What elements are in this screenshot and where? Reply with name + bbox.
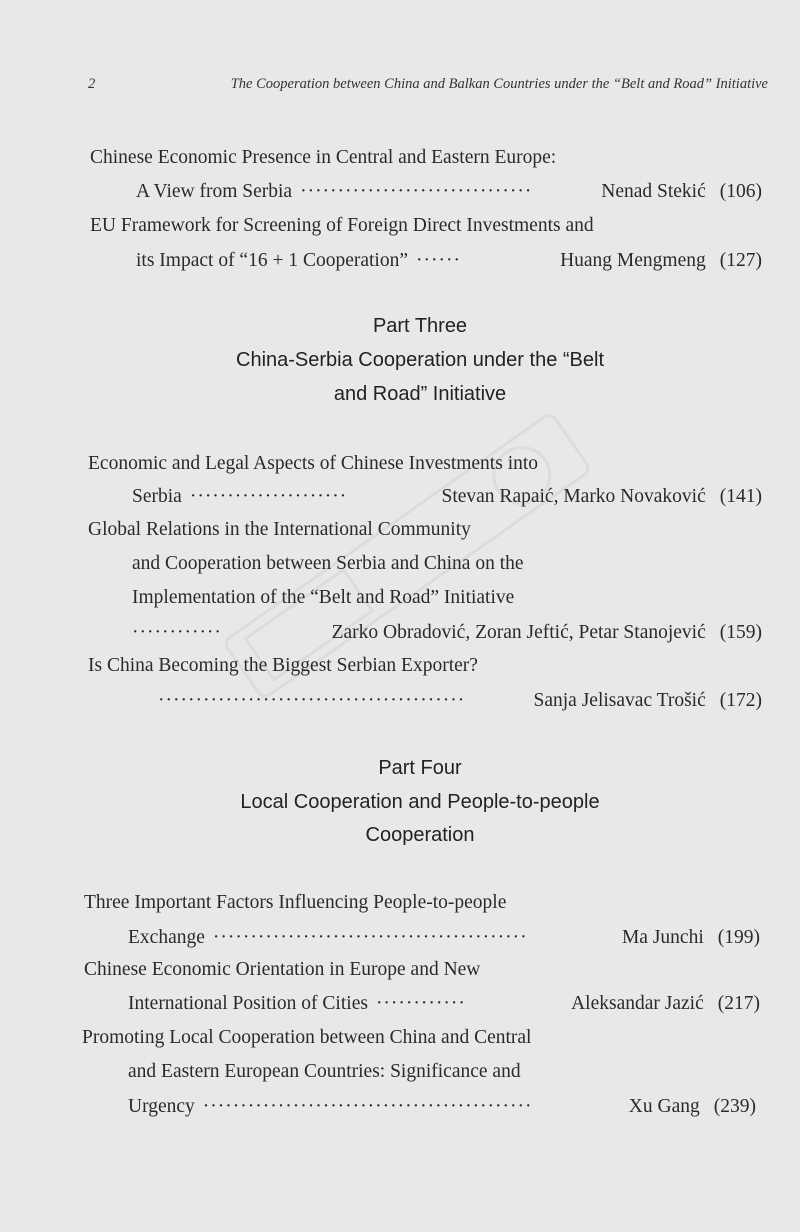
leader-dots: ·········································· <box>212 927 528 948</box>
toc-entry <box>136 180 762 204</box>
toc-entry-author: Ma Junchi <box>621 927 704 948</box>
leader-dots: ············································ <box>202 1096 533 1117</box>
toc-entry-title: Global Relations in the International Community <box>88 519 471 540</box>
toc-entry-title: Implementation of the “Belt and Road” Initiative <box>132 587 515 608</box>
toc-entry-page: (199) <box>717 927 760 948</box>
toc-entry-page: (172) <box>719 690 762 711</box>
toc-entry-title: and Eastern European Countries: Significance and <box>128 1061 521 1082</box>
part-title: Cooperation <box>365 824 475 846</box>
toc-entry-author: Aleksandar Jazić <box>571 993 704 1014</box>
toc-entry-title: International Position of Cities <box>128 993 368 1014</box>
part-title: China-Serbia Cooperation under the “Belt <box>236 349 604 371</box>
toc-entry-title: A View from Serbia <box>136 181 293 202</box>
leader-dots: ············ <box>132 622 222 643</box>
toc-entry-title: and Cooperation between Serbia and China on the <box>132 553 524 574</box>
toc-entry-title: Is China Becoming the Biggest Serbian Exporter? <box>88 655 478 676</box>
toc-entry-page: (127) <box>719 250 762 271</box>
toc-entry-author: Zarko Obradović, Zoran Jeftić, Petar Stanojević <box>331 622 706 643</box>
toc-entry-author: Sanja Jelisavac Trošić <box>533 690 706 711</box>
leader-dots: ········································· <box>158 690 466 711</box>
toc-entry-title: EU Framework for Screening of Foreign Direct Investments and <box>90 215 594 236</box>
toc-entry-title: Promoting Local Cooperation between China and Central <box>82 1027 532 1048</box>
toc-entry-title: Urgency <box>128 1096 195 1117</box>
toc-entry <box>128 926 760 950</box>
toc-entry-title: Exchange <box>128 927 205 948</box>
toc-entry-title: Chinese Economic Presence in Central and Eastern Europe: <box>90 147 557 168</box>
toc-entry <box>128 1095 756 1119</box>
part-title: Local Cooperation and People-to-people <box>240 791 600 813</box>
toc-entry-page: (159) <box>719 622 762 643</box>
toc-entry <box>158 689 762 713</box>
leader-dots: ······ <box>416 250 461 271</box>
toc-entry-page: (239) <box>713 1096 756 1117</box>
leader-dots: ······························· <box>300 181 533 202</box>
part-label: Part Three <box>372 315 468 337</box>
toc-entry-title: Economic and Legal Aspects of Chinese Investments into <box>88 453 539 474</box>
toc-entry-author: Xu Gang <box>628 1096 700 1117</box>
toc-entry-author: Huang Mengmeng <box>560 250 706 271</box>
toc-entry-page: (141) <box>719 486 762 507</box>
toc-entry <box>132 485 762 509</box>
toc-entry-title: Serbia <box>132 486 182 507</box>
toc-entry-author: Nenad Stekić <box>601 181 706 202</box>
toc-entry-title: Three Important Factors Influencing People-to-people <box>84 892 507 913</box>
leader-dots: ············ <box>375 993 466 1014</box>
toc-entry-title: its Impact of “16 + 1 Cooperation” <box>136 250 409 271</box>
leader-dots: ····················· <box>189 486 348 507</box>
toc-entry <box>132 621 762 645</box>
running-title: The Cooperation between China and Balkan Countries under the “Belt and Road” Initiative <box>230 76 768 92</box>
part-label: Part Four <box>378 757 462 779</box>
page-number: 2 <box>88 76 96 92</box>
part-title: and Road” Initiative <box>333 383 507 405</box>
toc-entry-page: (217) <box>717 993 760 1014</box>
toc-entry-page: (106) <box>719 181 762 202</box>
toc-entry <box>136 249 762 273</box>
toc-entry <box>128 992 760 1016</box>
toc-entry-author: Stevan Rapaić, Marko Novaković <box>441 486 706 507</box>
toc-entry-title: Chinese Economic Orientation in Europe and New <box>84 959 481 980</box>
